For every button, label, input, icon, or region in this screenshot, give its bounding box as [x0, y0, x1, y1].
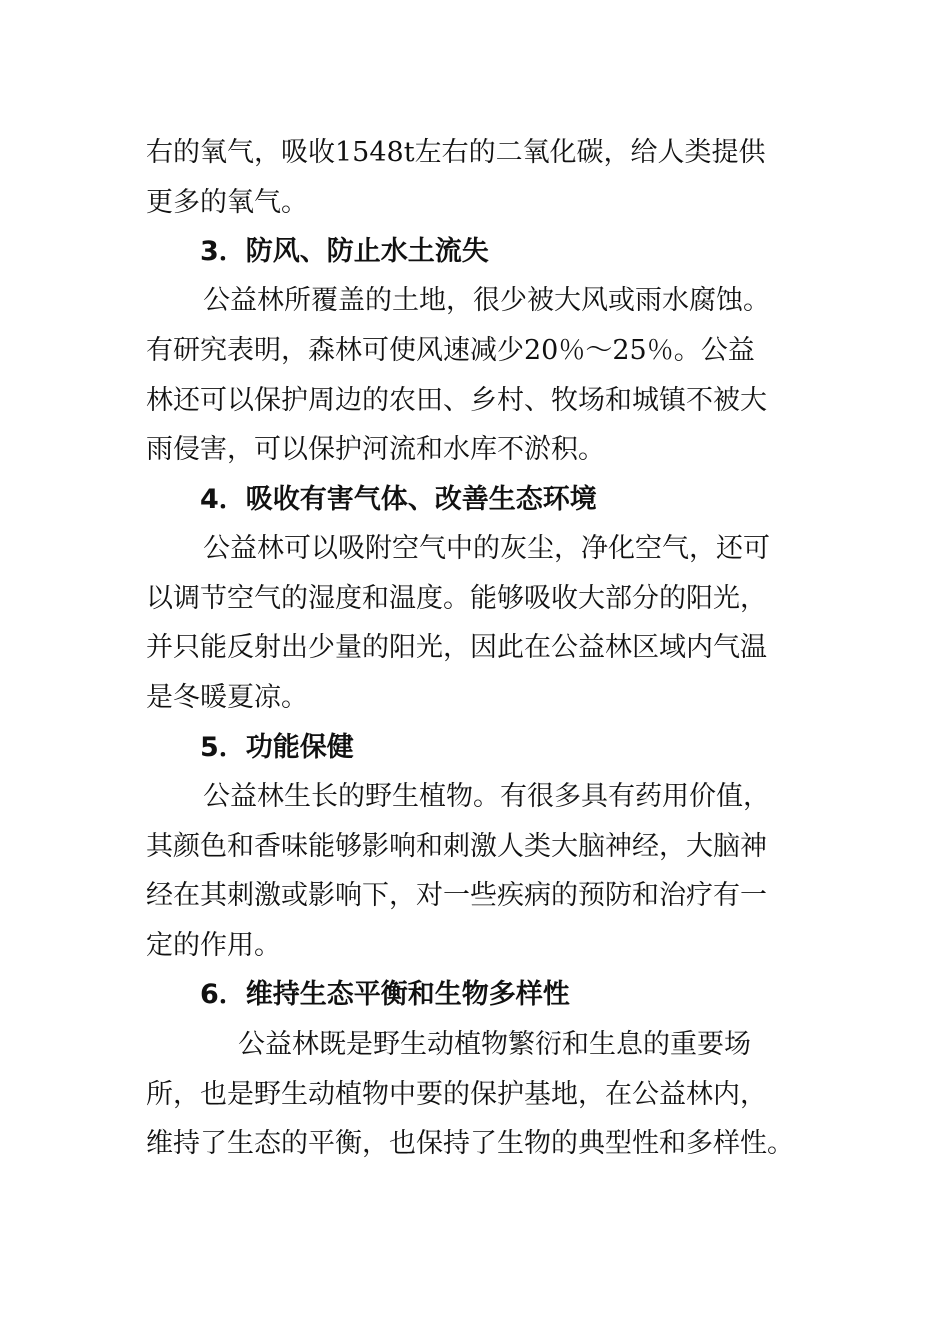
body-line: 公益林可以吸附空气中的灰尘，净化空气，还可 — [203, 533, 770, 564]
body-line: 以调节空气的湿度和温度。能够吸收大部分的阳光， — [146, 583, 767, 614]
body-line: 右的氧气，吸收1548t左右的二氧化碳，给人类提供 — [146, 137, 766, 168]
body-line: 有研究表明，森林可使风速减少20％～25％。公益 — [146, 335, 755, 366]
body-line: 其颜色和香味能够影响和刺激人类大脑神经，大脑神 — [146, 831, 767, 862]
body-line: 定的作用。 — [146, 930, 281, 961]
body-line: 所，也是野生动植物中要的保护基地，在公益林内， — [146, 1079, 767, 1110]
body-line: 公益林生长的野生植物。有很多具有药用价值， — [203, 781, 770, 812]
section-heading-6: 6．维持生态平衡和生物多样性 — [200, 979, 570, 1010]
body-line: 是冬暖夏凉。 — [146, 682, 308, 713]
body-line: 林还可以保护周边的农田、乡村、牧场和城镇不被大 — [146, 385, 767, 416]
section-heading-4: 4．吸收有害气体、改善生态环境 — [200, 484, 597, 515]
body-line: 更多的氧气。 — [146, 187, 308, 218]
body-line: 维持了生态的平衡，也保持了生物的典型性和多样性。 — [146, 1128, 794, 1159]
body-line: 公益林既是野生动植物繁衍和生息的重要场 — [238, 1029, 751, 1060]
body-line: 并只能反射出少量的阳光，因此在公益林区域内气温 — [146, 632, 767, 663]
section-heading-5: 5．功能保健 — [200, 732, 354, 763]
section-heading-3: 3．防风、防止水土流失 — [200, 236, 489, 267]
body-line: 经在其刺激或影响下，对一些疾病的预防和治疗有一 — [146, 880, 767, 911]
body-line: 公益林所覆盖的土地，很少被大风或雨水腐蚀。 — [203, 285, 770, 316]
body-line: 雨侵害，可以保护河流和水库不淤积。 — [146, 434, 605, 465]
